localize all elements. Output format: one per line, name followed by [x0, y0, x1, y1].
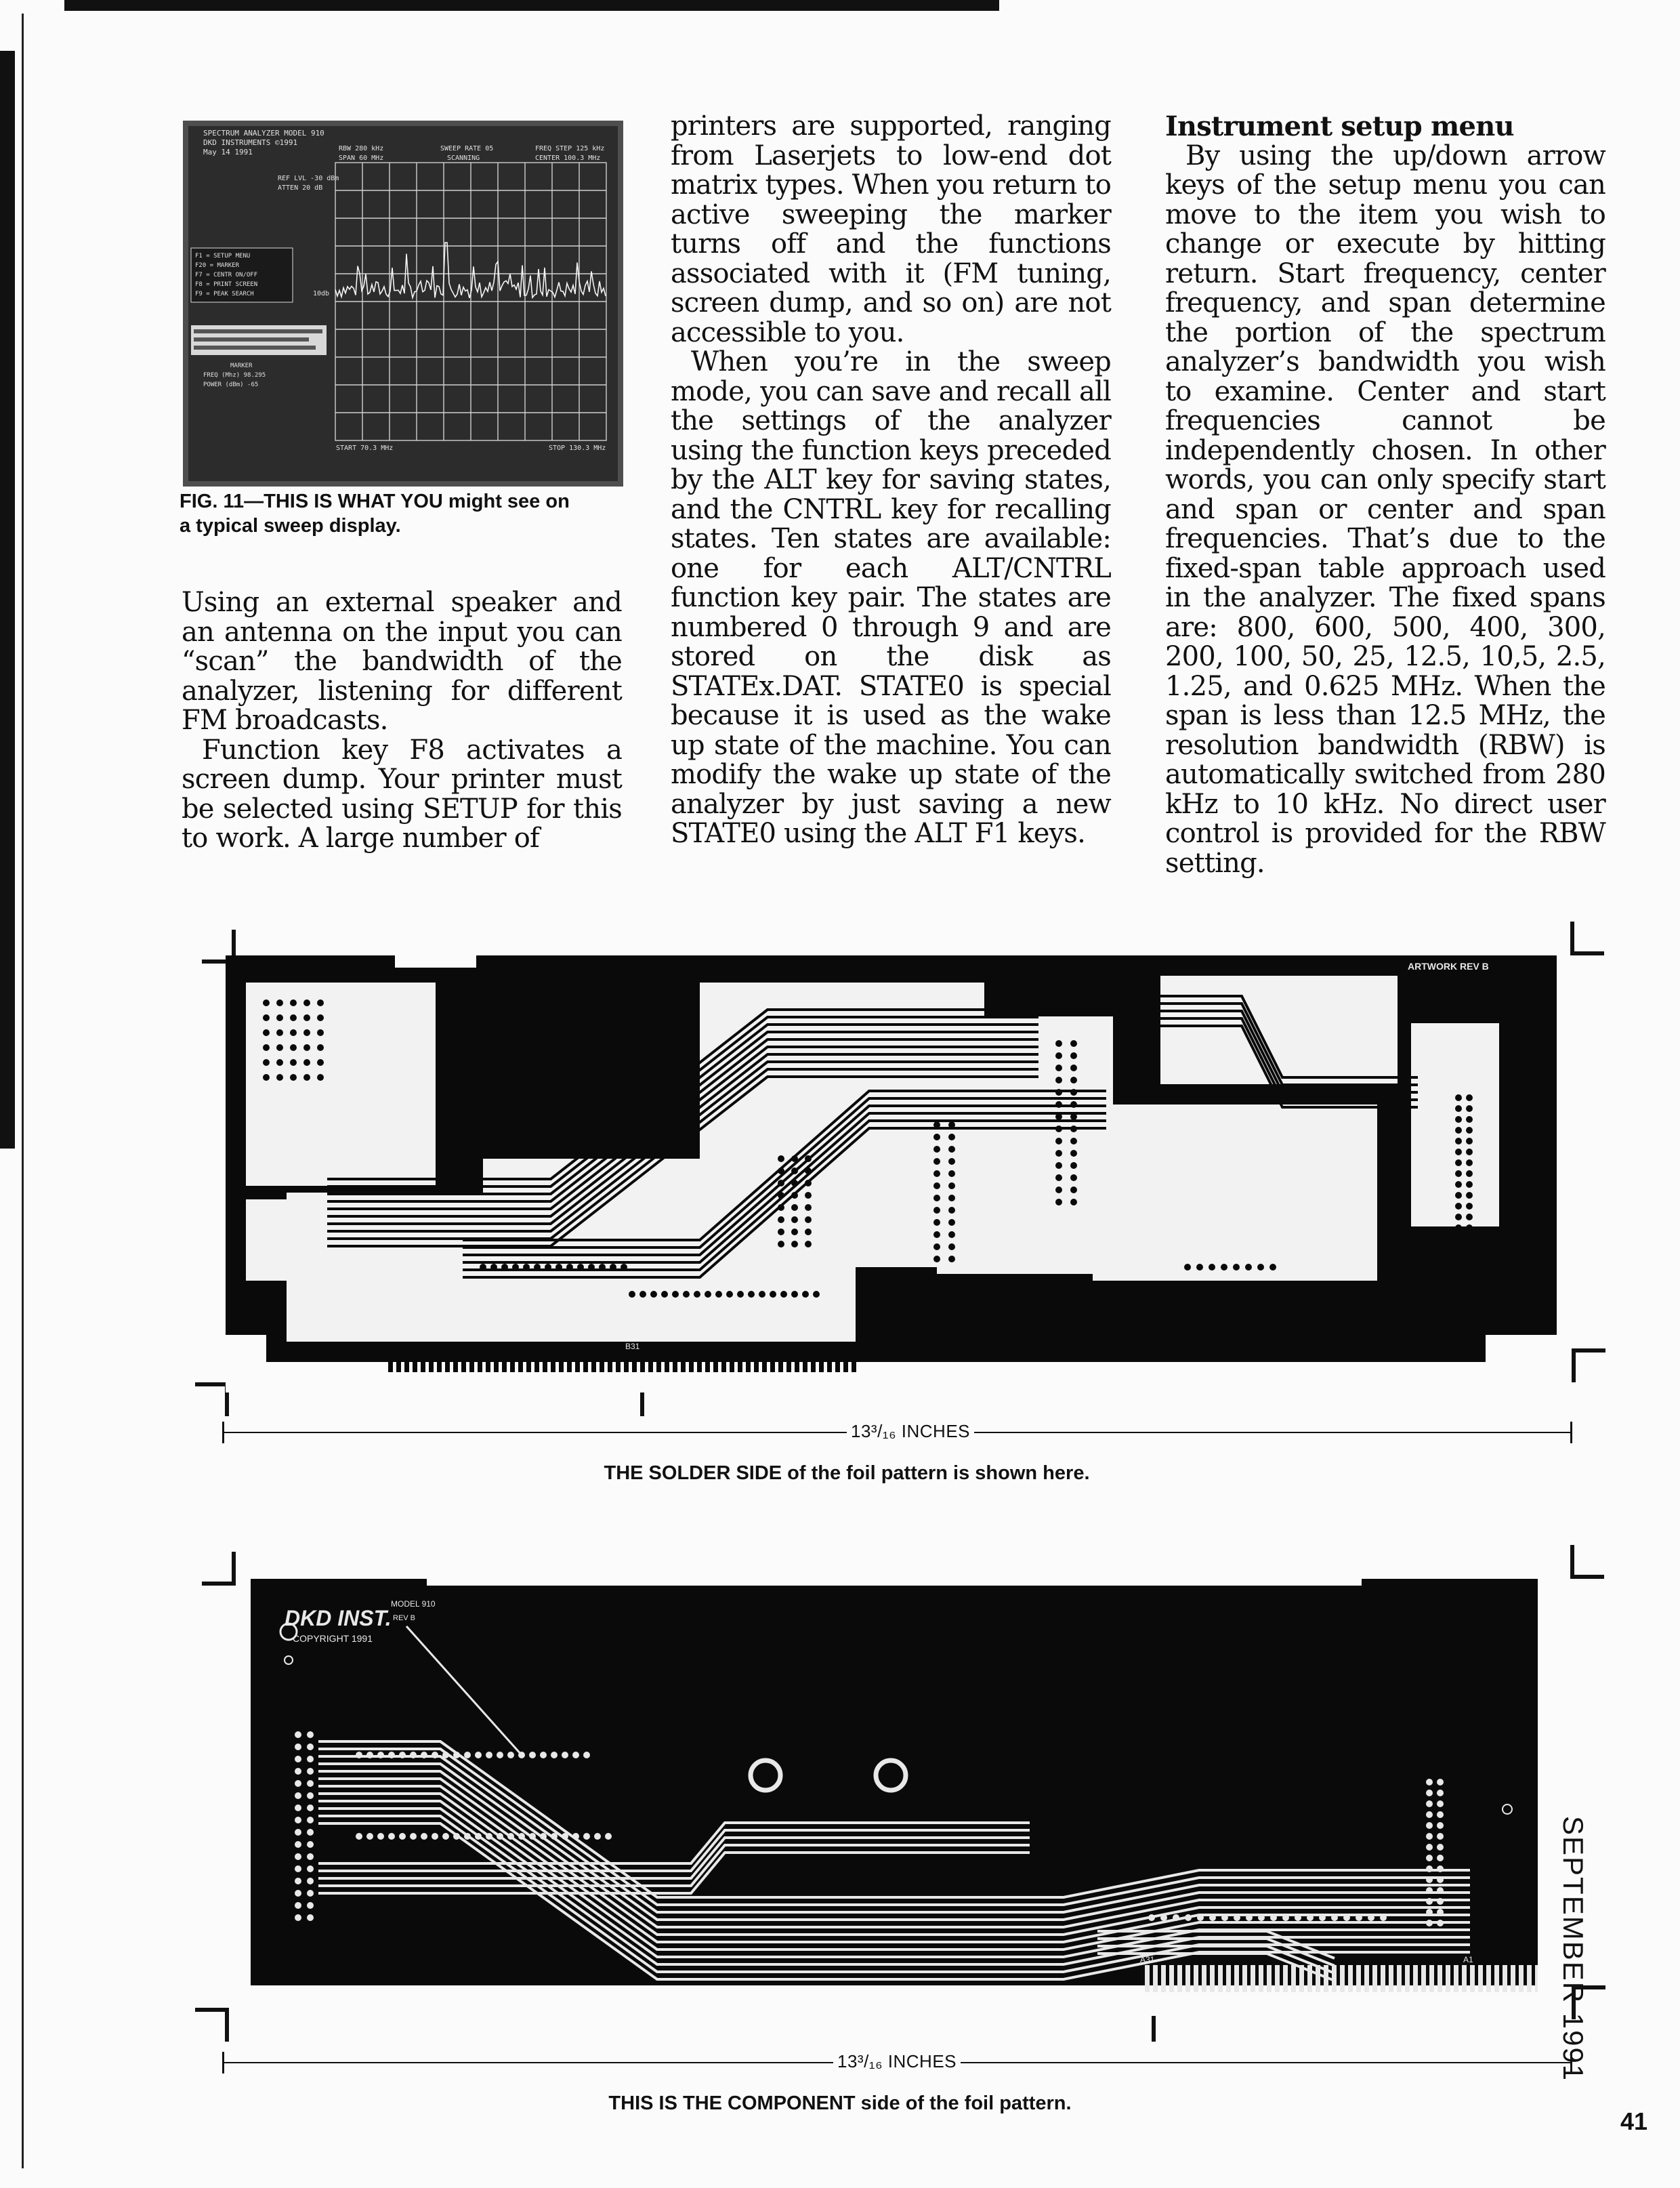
pcb1-pin-label: B31	[625, 1342, 640, 1351]
screen-freq-step: FREQ STEP 125 kHz	[535, 145, 605, 152]
screen-scale: 10db	[313, 290, 330, 297]
dim2-label: 13³/₁₆ INCHES	[833, 2051, 961, 2072]
column-1	[182, 588, 622, 854]
screen-center: CENTER 100.3 MHz	[535, 154, 601, 162]
pcb2-brand: DKD INST.	[285, 1606, 392, 1630]
screen-ref-level: REF LVL -30 dBm	[278, 175, 339, 182]
crop-mark-top-right-2	[1570, 1545, 1604, 1579]
screen-span: SPAN 60 MHz	[339, 154, 384, 162]
pcb-component-side	[251, 1579, 1538, 2016]
page-number: 41	[1620, 2107, 1648, 2135]
screen-header-3: May 14 1991	[203, 148, 253, 157]
col2-paragraph-1: printers are supported, ranging from Laserjets to low-end dot matrix types. When you return to active sweeping the marker turns off and the functions associated with it (FM tuning, screen dump, and so on) are not accessible to you.	[671, 110, 1111, 348]
screen-menu-2: F20 = MARKER	[195, 262, 240, 269]
pcb2-pin-a1: A1	[1463, 1955, 1473, 1964]
figure-11-caption-lead: FIG. 11—THIS IS WHAT YOU might see on	[180, 491, 570, 512]
screen-atten: ATTEN 20 dB	[278, 184, 323, 192]
screen-marker-power: POWER (dBm) -65	[203, 381, 259, 388]
section-heading: Instrument setup menu	[1165, 110, 1514, 142]
crop-mark-bottom-left-1	[195, 1382, 229, 1416]
column-3	[1165, 112, 1605, 878]
screen-menu-3: F7 = CENTR ON/OFF	[195, 272, 258, 278]
screen-marker-label: MARKER	[230, 363, 253, 369]
screen-scanning: SCANNING	[447, 154, 480, 162]
figure-11-caption	[180, 489, 640, 538]
screen-menu-5: F9 = PEAK SEARCH	[195, 291, 254, 297]
screen-menu-1: F1 = SETUP MENU	[195, 253, 251, 260]
pcb1-artwork-label: ARTWORK REV B	[1408, 961, 1489, 972]
left-margin-line	[22, 14, 24, 2168]
screen-menu-4: F8 = PRINT SCREEN	[195, 281, 258, 288]
screen-stop: STOP 130.3 MHz	[549, 445, 606, 452]
screen-start: START 70.3 MHz	[336, 445, 394, 452]
crop-mark-bottom-left-2	[195, 2008, 229, 2042]
pcb2-model: MODEL 910	[391, 1599, 436, 1609]
left-edge-bar	[0, 51, 15, 1149]
crop-mark-top-right-1	[1570, 922, 1604, 955]
pcb2-copyright: COPYRIGHT 1991	[293, 1633, 373, 1644]
screen-header-2: DKD INSTRUMENTS ©1991	[203, 138, 298, 147]
pcb2-caption: THIS IS THE COMPONENT side of the foil pattern.	[608, 2092, 1072, 2114]
dim1-right-end	[1570, 1422, 1572, 1443]
col1-paragraph-2: Function key F8 activates a screen dump. Your printer must be selected using SETUP for this to work. A large number of	[182, 734, 622, 854]
screen-rbw: RBW 280 kHz	[339, 145, 384, 152]
column-2	[671, 112, 1111, 849]
col1-paragraph-1: Using an external speaker and an antenna on the input you can “scan” the bandwidth of the analyzer, listening for different FM broadcasts.	[182, 587, 622, 736]
col3-paragraph-1: By using the up/down arrow keys of the setup menu you can move to the item you wish to change or execute by hitting return. Start frequency, center frequency, and span determine the portion of the spectrum analyzer’s bandwidth you wish to examine. Center and start frequencies cannot be independently chosen. In other words, you can only specify start and span or center and span frequencies. That’s due to the fixed-span table approach used in the analyzer. The fixed spans are: 800, 600, 500, 400, 300, 200, 100, 50, 25, 12.5, 10,5, 2.5, 1.25, and 0.625 MHz. When the span is less than 12.5 MHz, the resolution bandwidth (RBW) is automatically switched from 280 kHz to 10 kHz. No direct user control is provided for the RBW setting.	[1165, 140, 1605, 879]
screen-marker-freq: FREQ (Mhz) 98.295	[203, 372, 266, 379]
col2-paragraph-2: When you’re in the sweep mode, you can save and recall all the settings of the analyzer using the function keys preceded by the ALT key for saving states, and the CNTRL key for recalling states. Ten states are available: one for each ALT/CNTRL function key pair. The states are numbered 0 through 9 and are stored on the disk as STATEx.DAT. STATE0 is special because it is used as the wake up state of the machine. You can modify the wake up state of the analyzer by just saving a new STATE0 using the ALT F1 keys.	[671, 346, 1111, 849]
running-footer-date: SEPTEMBER 1991	[1557, 1816, 1589, 2082]
crop-mark-bottom-right-1	[1572, 1348, 1605, 1382]
pcb2-pin-a31: A31	[1140, 1955, 1155, 1964]
pcb-solder-side	[226, 955, 1557, 1392]
dim1-label: 13³/₁₆ INCHES	[847, 1421, 974, 1442]
figure-11-photo	[183, 121, 623, 487]
screen-header-1: SPECTRUM ANALYZER MODEL 910	[203, 129, 324, 138]
top-edge-bar	[64, 0, 999, 11]
screen-sweep-rate: SWEEP RATE 05	[440, 145, 494, 152]
pcb1-caption: THE SOLDER SIDE of the foil pattern is shown here.	[604, 1462, 1090, 1484]
figure-11-caption-rest: a typical sweep display.	[180, 515, 401, 537]
pcb2-rev: REV B	[393, 1614, 416, 1622]
crop-mark-top-left-2	[202, 1552, 236, 1586]
